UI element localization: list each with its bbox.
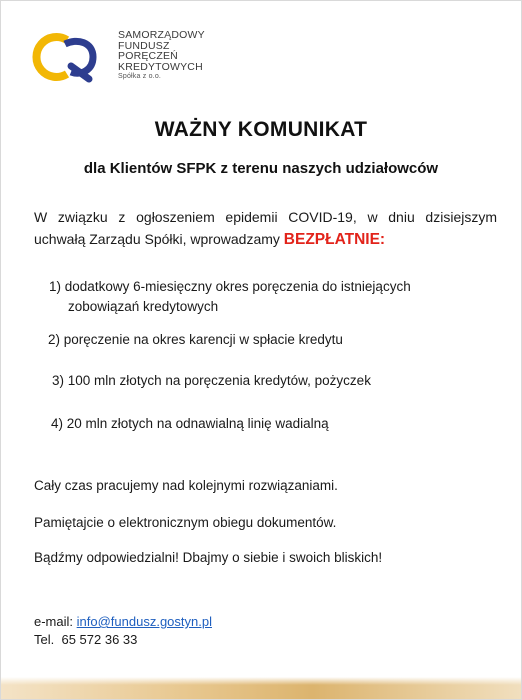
email-label: e-mail:: [34, 614, 74, 629]
paragraph-solutions: Cały czas pracujemy nad kolejnymi rozwiązaniami.: [34, 478, 338, 493]
logo-text: [118, 30, 205, 81]
list-item-text-continuation: zobowiązań kredytowych: [68, 299, 219, 314]
intro-text: W związku z ogłoszeniem epidemii COVID-19, w dniu dzisiejszym uchwałą Zarządu Spółki, wprowadzamy: [34, 209, 497, 247]
logo-line-4: KREDYTOWYCH: [118, 60, 203, 73]
phone-number: 65 572 36 33: [61, 632, 138, 647]
list-item: [51, 414, 329, 434]
list-item-number: 1): [49, 279, 62, 294]
intro-paragraph: [34, 206, 497, 251]
list-item-number: 3): [52, 373, 65, 388]
logo-line-3: PORĘCZEŃ: [118, 50, 178, 62]
contact-email-line: [34, 614, 212, 629]
list-item: [49, 277, 489, 317]
list-item-text: 20 mln złotych na odnawialną linię wadialną: [66, 416, 329, 431]
email-link[interactable]: info@fundusz.gostyn.pl: [76, 614, 212, 629]
list-item-text: poręczenie na okres karencji w spłacie kredytu: [63, 332, 343, 347]
logo-line-1: SAMORZĄDOWY: [118, 29, 205, 41]
intro-emphasis: BEZPŁATNIE:: [283, 231, 386, 248]
list-item-text: 100 mln złotych na poręczenia kredytów, pożyczek: [67, 373, 371, 388]
announcement-title: WAŻNY KOMUNIKAT: [154, 118, 368, 141]
paragraph-documents: Pamiętajcie o elektronicznym obiegu dokumentów.: [34, 515, 337, 530]
paragraph-responsibility: Bądźmy odpowiedzialni! Dbajmy o siebie i swoich bliskich!: [34, 550, 383, 565]
logo-line-2: FUNDUSZ: [118, 39, 170, 52]
footer-decorative-band: [1, 677, 521, 699]
phone-label: Tel.: [34, 632, 55, 647]
list-item-number: 2): [48, 332, 61, 347]
list-item: [48, 330, 343, 350]
logo-company-type: Spółka z o.o.: [118, 73, 162, 80]
contact-phone-line: [34, 632, 137, 647]
list-item-number: 4): [51, 416, 64, 431]
sfpk-logo-icon: [27, 30, 107, 84]
list-item-text: dodatkowy 6-miesięczny okres poręczenia do istniejących: [64, 279, 411, 294]
announcement-subtitle: dla Klientów SFPK z terenu naszych udziałowców: [83, 160, 439, 177]
list-item: [52, 371, 371, 391]
